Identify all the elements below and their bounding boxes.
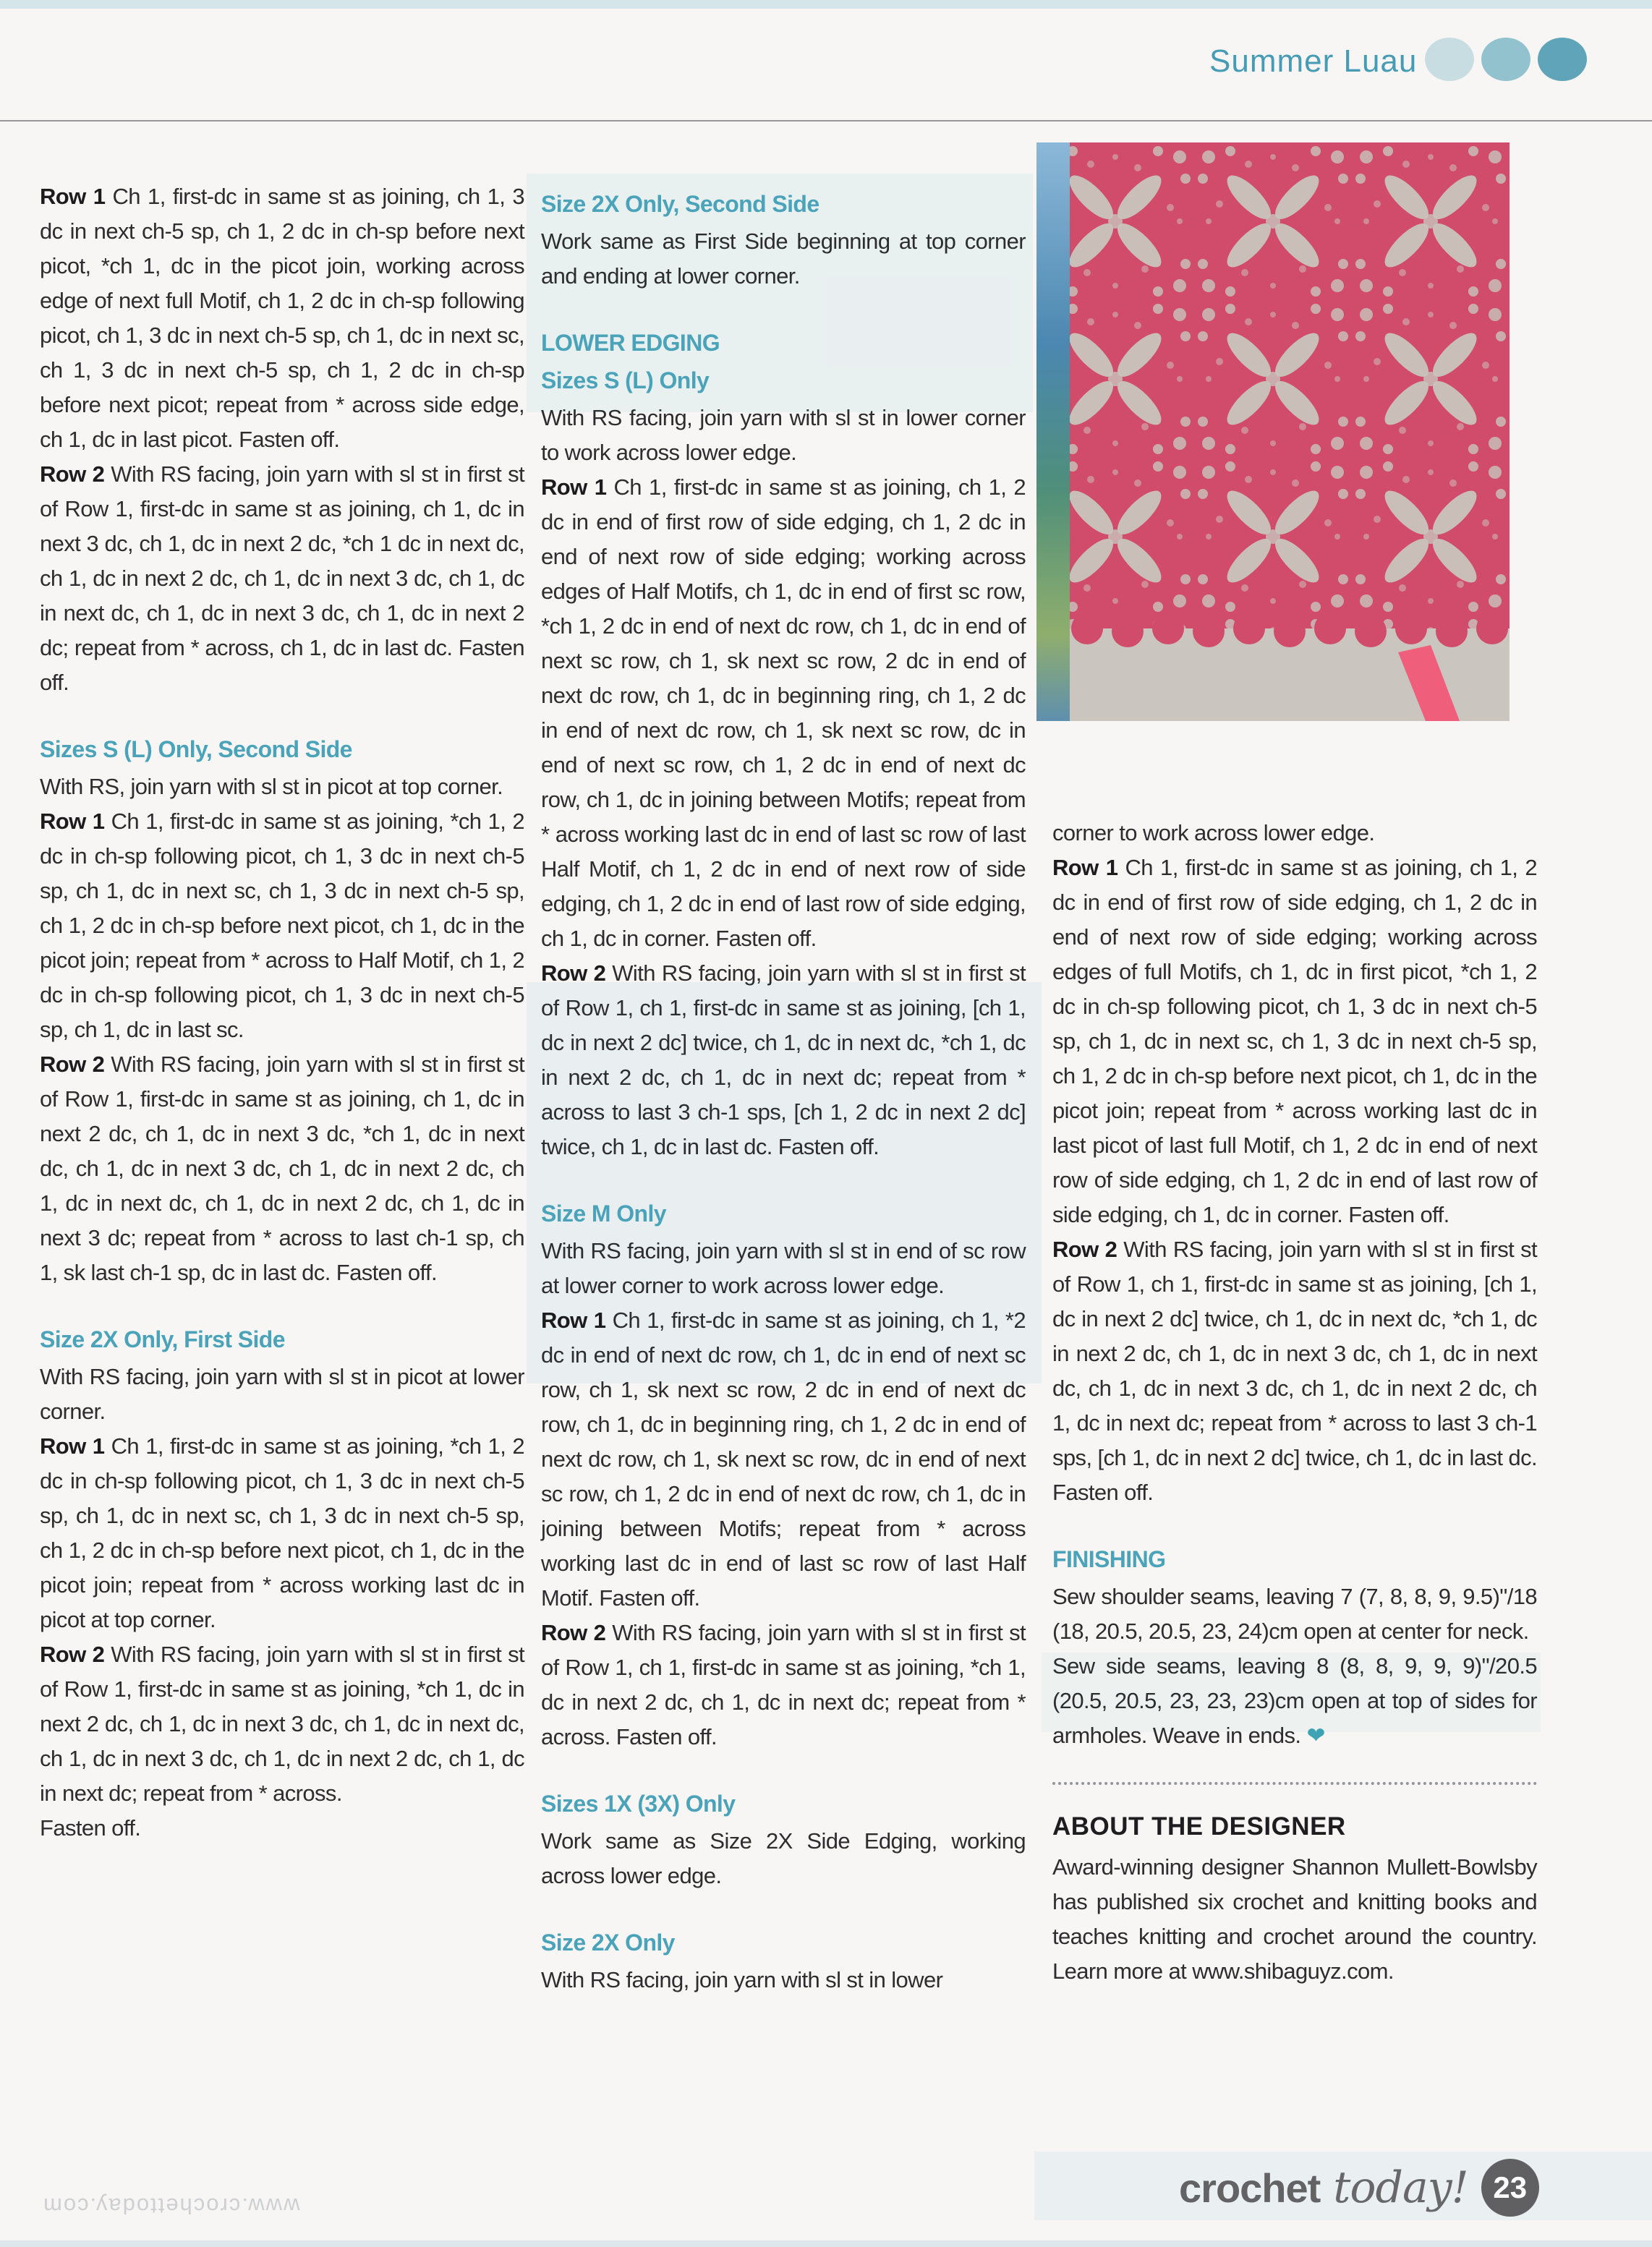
crochet-lace-image — [1036, 142, 1510, 721]
row-label: Row 2 — [1052, 1237, 1124, 1262]
brand-name: crochet — [1179, 2165, 1321, 2211]
pattern-text: Row 1 Ch 1, first-dc in same st as joining, *ch 1, 2 dc in ch-sp following picot, ch 1, 3 dc in next ch-5 sp, ch 1, dc in next sc, ch 1, 3 dc in next ch-5 sp, ch 1, 2 dc in ch-sp before next picot, ch 1, dc in the picot join; repeat from * across to Half Motif, ch 1, 2 dc in ch-sp following picot, ch 1, 3 dc in next ch-5 sp, ch 1, dc in last sc. — [40, 809, 524, 1042]
section-heading: Sizes S (L) Only — [541, 367, 710, 393]
section-heading: Sizes 1X (3X) Only — [541, 1791, 736, 1817]
pattern-text: Row 2 With RS facing, join yarn with sl st in first st of Row 1, first-dc in same st as joining, ch 1, dc in next 2 dc, ch 1, dc in next 3 dc, *ch 1, dc in next dc, ch 1, dc in next 3 dc, ch 1, dc in next 2 dc, ch 1, dc in next dc, ch 1, dc in next 2 dc, ch 1, dc in next 3 dc; repeat from * across to last ch-1 sp, ch 1, sk last ch-1 sp, dc in last dc. Fasten off. — [40, 1052, 525, 1285]
header-rule — [0, 120, 1652, 121]
brand-name-script: today! — [1333, 2162, 1468, 2213]
pattern-text: corner to work across lower edge. — [1052, 820, 1375, 845]
pattern-text: With RS facing, join yarn with sl st in picot at lower corner. — [40, 1364, 524, 1424]
row-label: Row 2 — [541, 1620, 613, 1645]
column-middle — [541, 187, 1026, 1997]
pattern-text: Row 2 With RS facing, join yarn with sl st in first st of Row 1, ch 1, first-dc in same st as joining, [ch 1, dc in next 2 dc] twice, ch 1, dc in next dc, *ch 1, dc in next 2 dc, ch 1, dc in next 3 dc, ch 1, dc in next dc, ch 1, dc in next 3 dc, ch 1, dc in next 2 dc, ch 1, dc in next dc; repeat from * across to last 3 ch-1 sps, [ch 1, dc in next 2 dc] twice, ch 1, dc in last dc. Fasten off. — [1052, 1237, 1538, 1505]
section-dots — [1425, 38, 1587, 81]
row-label: Row 2 — [40, 1642, 111, 1667]
column-left — [40, 179, 524, 1846]
section-heading: LOWER EDGING — [541, 330, 720, 356]
section-heading: Sizes S (L) Only, Second Side — [40, 736, 352, 762]
row-label: Row 1 — [40, 1433, 111, 1459]
section-heading: Size 2X Only — [541, 1930, 675, 1956]
ellipsis-dot — [1425, 38, 1474, 81]
pattern-text: Row 1 Ch 1, first-dc in same st as joining, ch 1, *2 dc in end of next dc row, ch 1, dc in end of next sc row, ch 1, sk next sc row, 2 dc in end of next dc row, ch 1, dc in beginning ring, ch 1, 2 dc in end of next dc row, ch 1, sk next sc row, dc in end of next sc row, ch 1, 2 dc in end of next dc row, ch 1, dc in joining between Motifs; repeat from * across working last dc in end of last sc row of last Half Motif. Fasten off. — [541, 1308, 1026, 1611]
pattern-text: Award-winning designer Shannon Mullett-Bowlsby has published six crochet and knitting books and teaches knitting and crochet around the country. Learn more at www.shibaguyz.com. — [1052, 1854, 1537, 1984]
section-heading: Size M Only — [541, 1201, 666, 1227]
column-right — [1052, 816, 1537, 1989]
pattern-text: Row 2 With RS facing, join yarn with sl st in first st of Row 1, first-dc in same st as joining, *ch 1, dc in next 2 dc, ch 1, dc in next 3 dc, ch 1, dc in next dc, ch 1, dc in next 3 dc, ch 1, dc in next 2 dc, ch 1, dc in next dc; repeat from * across. — [40, 1642, 525, 1806]
page-number-badge: 23 — [1481, 2159, 1539, 2217]
pattern-text: Row 2 With RS facing, join yarn with sl st in first st of Row 1, ch 1, first-dc in same st as joining, [ch 1, dc in next 2 dc] twice, ch 1, dc in next dc, *ch 1, dc in next 2 dc, ch 1, dc in next dc; repeat from * across to last 3 ch-1 sps, [ch 1, 2 dc in next 2 dc] twice, ch 1, dc in last dc. Fasten off. — [541, 960, 1026, 1159]
row-label: Row 1 — [40, 809, 111, 834]
top-edge-band — [0, 0, 1652, 9]
section-heading-dark: ABOUT THE DESIGNER — [1052, 1812, 1346, 1841]
ellipsis-dot — [1538, 38, 1587, 81]
pattern-text: Row 2 With RS facing, join yarn with sl st in first st of Row 1, first-dc in same st as joining, ch 1, dc in next 3 dc, ch 1, dc in next 2 dc, *ch 1 dc in next dc, ch 1, dc in next 2 dc, ch 1, dc in next 3 dc, ch 1, dc in next dc, ch 1, dc in next 3 dc, ch 1, dc in next 2 dc; repeat from * across, ch 1, dc in last dc. Fasten off. — [40, 461, 525, 695]
section-heading: FINISHING — [1052, 1546, 1166, 1572]
row-label: Row 2 — [541, 960, 613, 986]
pattern-text: Work same as First Side beginning at top corner and ending at lower corner. — [541, 229, 1026, 289]
pattern-text: Sew shoulder seams, leaving 7 (7, 8, 8, 9, 9.5)"/18 (18, 20.5, 20.5, 23, 24)cm open at center for neck. — [1052, 1584, 1537, 1644]
section-heading: Size 2X Only, Second Side — [541, 191, 819, 217]
row-label: Row 1 — [541, 1308, 613, 1333]
row-label: Row 1 — [40, 184, 113, 209]
row-label: Row 1 — [1052, 855, 1125, 880]
pattern-text: With RS, join yarn with sl st in picot at top corner. — [40, 774, 503, 799]
magazine-footer — [1179, 2159, 1539, 2217]
row-label: Row 1 — [541, 474, 614, 500]
ellipsis-dot — [1481, 38, 1530, 81]
dotted-divider — [1052, 1782, 1537, 1785]
row-label: Row 2 — [40, 461, 111, 487]
section-title: Summer Luau — [1209, 43, 1418, 79]
bottom-edge-band — [0, 2240, 1652, 2247]
section-heading: Size 2X Only, First Side — [40, 1326, 285, 1352]
pattern-text: Row 1 Ch 1, first-dc in same st as joining, ch 1, 2 dc in end of first row of side edging, ch 1, 2 dc in end of next row of side edging; working across edges of full Motifs, ch 1, dc in first picot, *ch 1, 2 dc in ch-sp following picot, ch 1, 3 dc in next ch-5 sp, ch 1, dc in next sc, ch 1, 3 dc in next ch-5 sp, ch 1, 2 dc in ch-sp before next picot, ch 1, dc in the picot join; repeat from * across working last dc in last picot of last full Motif, ch 1, 2 dc in end of next row of side edging, ch 1, 2 dc in end of last row of side edging, ch 1, dc in corner. Fasten off. — [1052, 855, 1537, 1227]
pattern-text: Work same as Size 2X Side Edging, working across lower edge. — [541, 1828, 1026, 1888]
pattern-text: Row 2 With RS facing, join yarn with sl st in first st of Row 1, ch 1, first-dc in same st as joining, *ch 1, dc in next 2 dc, ch 1, dc in next dc; repeat from * across. Fasten off. — [541, 1620, 1026, 1749]
ghost-url: www.crochettoday.com — [42, 2193, 300, 2219]
pattern-text: With RS facing, join yarn with sl st in lower corner to work across lower edge. — [541, 405, 1026, 465]
heart-icon: ❤ — [1300, 1723, 1325, 1748]
pattern-text: Row 1 Ch 1, first-dc in same st as joining, ch 1, 3 dc in next ch-5 sp, ch 1, 2 dc in ch-sp before next picot, *ch 1, dc in the picot join, working across edge of next full Motif, ch 1, 2 dc in ch-sp following picot, ch 1, 3 dc in next ch-5 sp, ch 1, dc in next sc, ch 1, 3 dc in next ch-5 sp, ch 1, 2 dc in ch-sp before next picot; repeat from * across side edge, ch 1, dc in last picot. Fasten off. — [40, 184, 524, 452]
pattern-text: Sew side seams, leaving 8 (8, 8, 9, 9, 9)"/20.5 (20.5, 20.5, 23, 23, 23)cm open at top of sides for armholes. Weave in ends. ❤ — [1052, 1653, 1537, 1748]
pattern-text: Row 1 Ch 1, first-dc in same st as joining, ch 1, 2 dc in end of first row of side edging, ch 1, 2 dc in end of next row of side edging; working across edges of Half Motifs, ch 1, dc in end of first sc row, *ch 1, 2 dc in end of next dc row, ch 1, dc in end of next sc row, ch 1, sk next sc row, 2 dc in end of next dc row, ch 1, dc in beginning ring, ch 1, 2 dc in end of next dc row, ch 1, sk next sc row, dc in end of next sc row, ch 1, 2 dc in end of next dc row, ch 1, dc in joining between Motifs; repeat from * across working last dc in end of last sc row of last Half Motif, ch 1, 2 dc in end of next row of side edging, ch 1, 2 dc in end of last row of side edging, ch 1, dc in corner. Fasten off. — [541, 474, 1026, 951]
pattern-text: Row 1 Ch 1, first-dc in same st as joining, *ch 1, 2 dc in ch-sp following picot, ch 1, 3 dc in next ch-5 sp, ch 1, dc in next sc, ch 1, 3 dc in next ch-5 sp, ch 1, 2 dc in ch-sp before next picot, ch 1, dc in the picot join; repeat from * across working last dc in picot at top corner. — [40, 1433, 524, 1632]
pattern-text: With RS facing, join yarn with sl st in end of sc row at lower corner to work across lower edge. — [541, 1238, 1026, 1298]
row-label: Row 2 — [40, 1052, 111, 1077]
crochet-photo — [1036, 142, 1510, 721]
pattern-text: With RS facing, join yarn with sl st in lower — [541, 1967, 943, 1992]
pattern-text: Fasten off. — [40, 1815, 141, 1841]
